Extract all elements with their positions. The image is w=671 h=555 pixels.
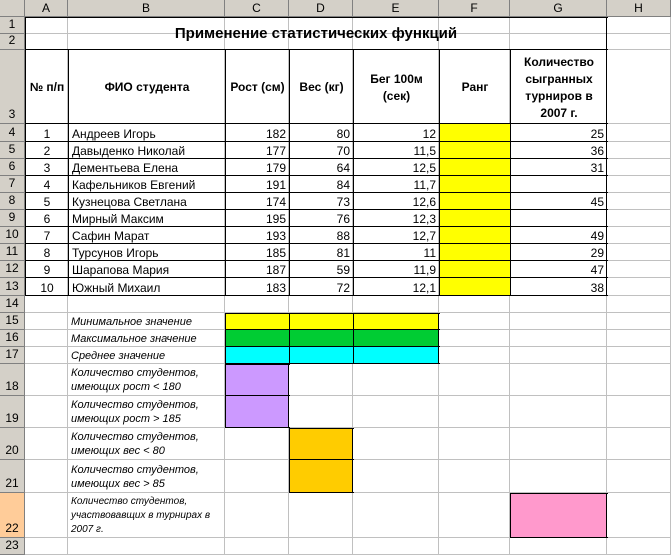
border-line (225, 395, 290, 396)
weight-gt-result-cell[interactable] (289, 460, 353, 493)
student-height[interactable]: 191 (265, 178, 286, 192)
student-weight[interactable]: 81 (336, 246, 350, 260)
student-run[interactable]: 11 (423, 246, 436, 260)
border-line (225, 313, 440, 314)
student-tournaments[interactable]: 31 (590, 161, 604, 175)
label-min: Минимальное значение (71, 315, 192, 328)
height-lt-result-cell[interactable] (225, 364, 289, 396)
label-tournament-count: Количество студентов, участвовавщих в турнирах в 2007 г. (71, 495, 211, 535)
rank-cell[interactable] (439, 244, 510, 261)
row-header-17[interactable]: 17 (0, 347, 25, 364)
student-num[interactable]: 7 (43, 229, 51, 243)
column-header-d[interactable]: D (289, 0, 353, 17)
row-header-8[interactable]: 8 (0, 193, 25, 210)
column-header-a[interactable]: A (25, 0, 68, 17)
height-gt-result-cell[interactable] (225, 396, 289, 428)
rank-cell[interactable] (439, 210, 510, 227)
student-height[interactable]: 195 (265, 212, 286, 226)
sheet-title: Применение статистических функций (174, 25, 458, 42)
student-height[interactable]: 183 (265, 280, 286, 295)
border-line (225, 427, 290, 428)
row-header-11[interactable]: 11 (0, 244, 25, 261)
student-name[interactable]: Андреев Игорь (72, 126, 156, 141)
border-line (225, 346, 440, 347)
student-run[interactable]: 12,3 (412, 212, 436, 226)
student-name[interactable]: Южный Михаил (72, 280, 161, 295)
row-header-12[interactable]: 12 (0, 261, 25, 278)
student-name[interactable]: Кафельников Евгений (72, 178, 196, 192)
label-avg: Среднее значение (71, 349, 166, 362)
student-tournaments[interactable]: 29 (590, 246, 604, 260)
student-run[interactable]: 12,1 (412, 280, 436, 295)
student-tournaments[interactable] (511, 211, 607, 227)
border-line (289, 492, 354, 493)
row-header-10[interactable]: 10 (0, 227, 25, 244)
weight-lt-result-cell[interactable] (289, 428, 353, 460)
rank-cell[interactable] (439, 159, 510, 176)
row-header-5[interactable]: 5 (0, 142, 25, 159)
rank-cell[interactable] (439, 227, 510, 244)
student-num[interactable]: 6 (43, 212, 51, 226)
border-line (510, 493, 511, 538)
student-tournaments[interactable] (511, 177, 607, 193)
header-name[interactable]: ФИО студента (104, 80, 190, 94)
student-run[interactable]: 12,5 (412, 161, 436, 175)
border-line (225, 329, 440, 330)
student-num[interactable]: 2 (43, 144, 51, 158)
border-line (288, 364, 289, 428)
border-line (438, 313, 439, 364)
student-name[interactable]: Шарапова Мария (72, 263, 170, 277)
row-header-13[interactable]: 13 (0, 278, 25, 296)
border-line (225, 313, 226, 364)
student-height[interactable]: 177 (265, 144, 286, 158)
student-height[interactable]: 185 (265, 246, 286, 260)
student-weight[interactable]: 59 (336, 263, 350, 277)
column-header-f[interactable]: F (439, 0, 510, 17)
column-header-g[interactable]: G (510, 0, 607, 17)
header-run[interactable]: Бег 100м (сек) (370, 71, 423, 103)
column-header-c[interactable]: C (225, 0, 289, 17)
student-run[interactable]: 12,6 (412, 195, 436, 209)
header-num[interactable]: № п/п (29, 80, 65, 94)
max-result-cells[interactable] (225, 330, 439, 347)
border-line (225, 364, 290, 365)
border-line (289, 428, 290, 493)
student-name[interactable]: Турсунов Игорь (72, 246, 159, 260)
tournament-count-result-cell[interactable] (510, 493, 607, 538)
border-line (289, 459, 354, 460)
row-header-9[interactable]: 9 (0, 210, 25, 227)
student-run[interactable]: 11,5 (413, 144, 436, 158)
student-name[interactable]: Сафин Марат (72, 229, 150, 243)
header-rank[interactable]: Ранг (461, 80, 489, 94)
column-header-e[interactable]: E (353, 0, 439, 17)
student-name[interactable]: Кузнецова Светлана (72, 195, 187, 209)
student-name[interactable]: Давыденко Николай (72, 144, 186, 158)
student-run[interactable]: 12 (422, 126, 436, 141)
border-line (510, 493, 608, 494)
rank-cell[interactable] (439, 193, 510, 210)
student-num[interactable]: 8 (43, 246, 51, 260)
label-max: Максимальное значение (71, 332, 197, 345)
student-tournaments[interactable]: 49 (590, 229, 604, 243)
student-height[interactable]: 187 (265, 263, 286, 277)
student-height[interactable]: 182 (265, 126, 286, 141)
row-header-1[interactable]: 1 (0, 17, 25, 34)
student-weight[interactable]: 88 (336, 229, 350, 243)
header-height[interactable]: Рост (см) (230, 80, 285, 94)
row-header-7[interactable]: 7 (0, 176, 25, 193)
student-tournaments[interactable]: 38 (590, 280, 604, 295)
student-num[interactable]: 4 (43, 178, 51, 192)
border-line (353, 313, 354, 364)
row-header-19[interactable]: 19 (0, 396, 25, 428)
student-num[interactable]: 1 (43, 126, 51, 141)
row-header-3[interactable]: 3 (0, 50, 25, 124)
student-num[interactable]: 3 (43, 161, 51, 175)
label-height-gt: Количество студентов, имеющих рост > 185 (71, 399, 199, 425)
student-name[interactable]: Дементьева Елена (72, 161, 179, 175)
student-tournaments[interactable]: 45 (590, 195, 604, 209)
student-run[interactable]: 12,7 (412, 229, 436, 243)
row-header-21[interactable]: 21 (0, 460, 25, 493)
rank-cell[interactable] (439, 261, 510, 278)
student-tournaments[interactable]: 47 (590, 263, 604, 277)
student-weight[interactable]: 80 (336, 126, 350, 141)
rank-cell[interactable] (439, 278, 510, 296)
student-height[interactable]: 174 (265, 195, 286, 209)
label-weight-gt: Количество студентов, имеющих вес > 85 (71, 463, 199, 490)
row-header-22[interactable]: 22 (0, 493, 25, 538)
column-header-b[interactable]: B (68, 0, 225, 17)
border-line (289, 428, 354, 429)
student-run[interactable]: 11,7 (413, 178, 436, 192)
border-line (352, 428, 353, 493)
row-header-2[interactable]: 2 (0, 34, 25, 50)
column-header-h[interactable]: H (607, 0, 671, 17)
select-all-corner[interactable] (0, 0, 25, 17)
border-line (510, 537, 608, 538)
border-line (439, 50, 440, 296)
row-header-14[interactable]: 14 (0, 296, 25, 313)
row-header-18[interactable]: 18 (0, 364, 25, 396)
min-result-cells[interactable] (225, 313, 439, 330)
row-header-23[interactable]: 23 (0, 538, 25, 555)
row-header-16[interactable]: 16 (0, 330, 25, 347)
row-header-4[interactable]: 4 (0, 124, 25, 142)
student-height[interactable]: 193 (265, 229, 286, 243)
border-line (289, 313, 290, 364)
row-header-20[interactable]: 20 (0, 428, 25, 460)
student-num[interactable]: 5 (43, 195, 51, 209)
student-weight[interactable]: 73 (336, 195, 350, 209)
student-weight[interactable]: 64 (336, 161, 350, 175)
avg-result-cells[interactable] (225, 347, 439, 364)
rank-cell[interactable] (439, 176, 510, 193)
student-weight[interactable]: 76 (336, 212, 350, 226)
student-weight[interactable]: 72 (336, 280, 350, 295)
label-height-lt: Количество студентов, имеющих рост < 180 (71, 367, 199, 393)
border-line (225, 364, 226, 428)
student-tournaments[interactable]: 25 (590, 126, 604, 141)
student-name[interactable]: Мирный Максим (72, 212, 164, 226)
header-weight[interactable]: Вес (кг) (299, 80, 344, 94)
row-header-15[interactable]: 15 (0, 313, 25, 330)
header-tournaments[interactable]: Количество сыгранных турниров в 2007 г. (524, 54, 594, 120)
student-num[interactable]: 10 (40, 280, 54, 295)
student-weight[interactable]: 84 (336, 178, 350, 192)
rank-cell[interactable] (439, 124, 510, 142)
student-tournaments[interactable]: 36 (590, 144, 604, 158)
student-weight[interactable]: 70 (336, 144, 350, 158)
row-header-6[interactable]: 6 (0, 159, 25, 176)
student-height[interactable]: 179 (265, 161, 286, 175)
rank-cell[interactable] (439, 142, 510, 159)
border-line (606, 493, 607, 538)
label-weight-lt: Количество студентов, имеющих вес < 80 (71, 431, 199, 457)
student-run[interactable]: 11,9 (413, 263, 436, 277)
student-num[interactable]: 9 (43, 263, 51, 277)
